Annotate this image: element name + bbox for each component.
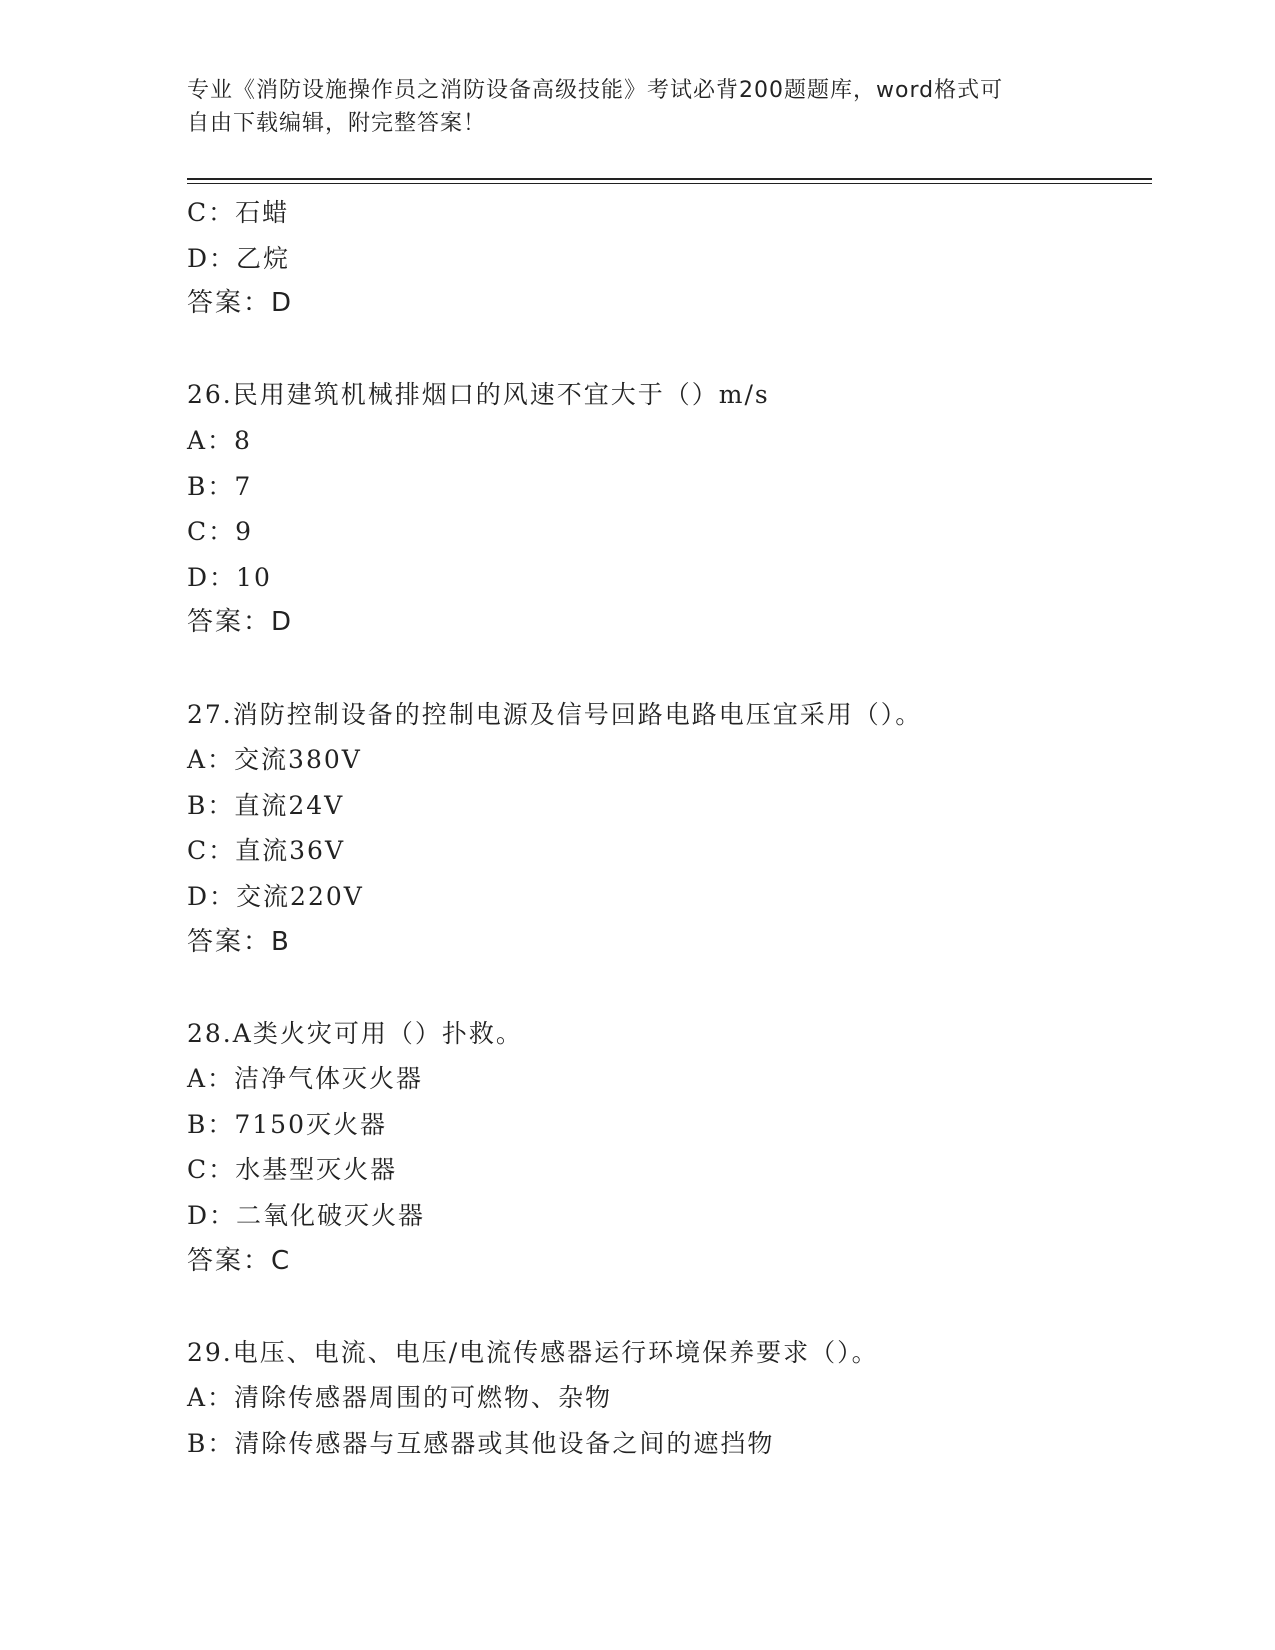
option-b: B：清除传感器与互感器或其他设备之间的遮挡物 — [187, 1429, 775, 1459]
question-text: 29.电压、电流、电压/电流传感器运行环境保养要求（）。 — [187, 1337, 879, 1367]
option-a: A：交流380V — [187, 745, 362, 775]
question-fragment-25 — [187, 190, 1147, 327]
answer-line: 答案：C — [187, 1245, 292, 1276]
option-d: D：二氧化破灭火器 — [187, 1201, 426, 1231]
option-a: A：洁净气体灭火器 — [187, 1064, 424, 1094]
question-text: 27.消防控制设备的控制电源及信号回路电路电压宜采用（）。 — [187, 699, 923, 729]
question-text: 26.民用建筑机械排烟口的风速不宜大于（）m/s — [187, 380, 770, 410]
spacer — [187, 965, 1147, 1011]
option-c: C：水基型灭火器 — [187, 1155, 398, 1185]
option-c: C：石蜡 — [187, 198, 290, 227]
question-28 — [187, 1011, 1147, 1285]
option-a: A：8 — [187, 425, 252, 455]
header-line-1: 专业《消防设施操作员之消防设备高级技能》考试必背200题题库，word格式可 — [187, 78, 1004, 103]
header-divider-thick — [187, 178, 1152, 180]
answer-line: 答案：D — [187, 288, 294, 319]
option-a: A：清除传感器周围的可燃物、杂物 — [187, 1383, 613, 1413]
option-b: B：7 — [187, 471, 253, 501]
answer-line: 答案：D — [187, 607, 294, 638]
question-26 — [187, 372, 1147, 646]
option-b: B：7150灭火器 — [187, 1109, 387, 1139]
option-d: D：交流220V — [187, 881, 364, 911]
header-line-2: 自由下载编辑，附完整答案！ — [187, 111, 487, 136]
spacer — [187, 327, 1147, 373]
option-c: C：9 — [187, 517, 254, 547]
question-29 — [187, 1330, 1147, 1467]
answer-line: 答案：B — [187, 926, 291, 957]
document-header — [187, 74, 1067, 140]
option-b: B：直流24V — [187, 790, 345, 820]
header-divider-thin — [187, 183, 1152, 184]
question-text: 28.A类火灾可用（）扑救。 — [187, 1018, 523, 1048]
spacer — [187, 646, 1147, 692]
question-list — [187, 190, 1147, 1467]
option-d: D：10 — [187, 562, 272, 592]
option-d: D：乙烷 — [187, 243, 291, 273]
spacer — [187, 1284, 1147, 1330]
question-27 — [187, 692, 1147, 966]
option-c: C：直流36V — [187, 836, 345, 866]
